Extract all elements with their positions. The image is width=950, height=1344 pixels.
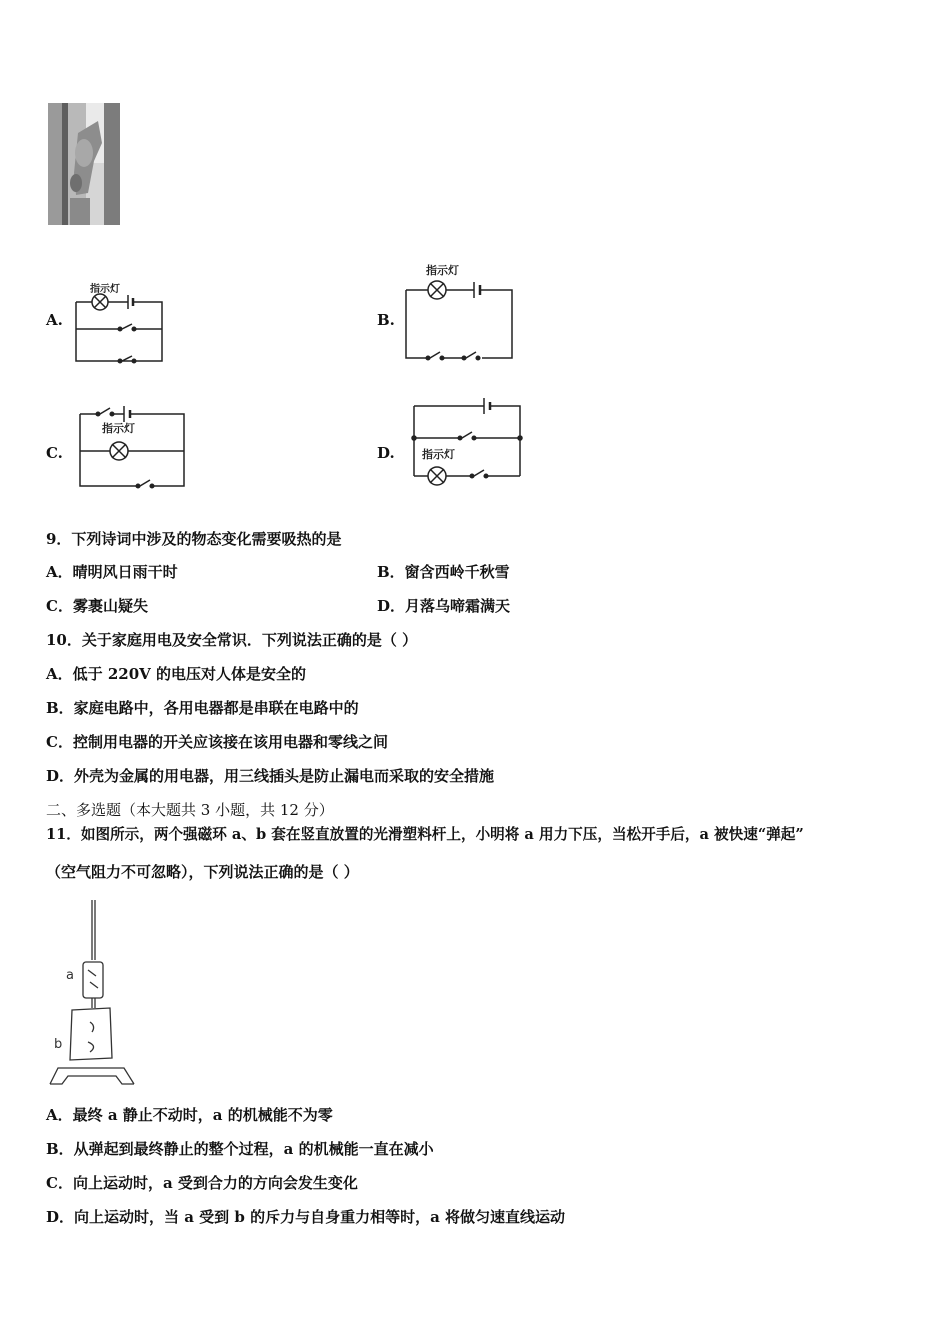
lamp-label: 指示灯 bbox=[426, 264, 459, 277]
q11-option-a: A．最终 a 静止不动时，a 的机械能不为零 bbox=[46, 1106, 333, 1124]
q10-option-b: B．家庭电路中，各用电器都是串联在电路中的 bbox=[46, 699, 359, 717]
q9-stem: 9．下列诗词中涉及的物态变化需要吸热的是 bbox=[46, 530, 342, 548]
option-a-label: A. bbox=[46, 311, 63, 329]
option-c-label: C. bbox=[46, 444, 63, 462]
circuit-diagram-d bbox=[406, 396, 528, 492]
section-heading: 二、多选题（本大题共 3 小题，共 12 分） bbox=[46, 801, 334, 819]
q9-option-b: B．窗含西岭千秋雪 bbox=[377, 563, 510, 581]
lamp-label: 指示灯 bbox=[422, 448, 455, 461]
q11-stem-line2: （空气阻力不可忽略），下列说法正确的是（ ） bbox=[46, 863, 359, 881]
magnet-rod-figure bbox=[44, 896, 140, 1088]
magnet-b-label: b bbox=[54, 1037, 63, 1052]
q10-option-c: C．控制用电器的开关应该接在该用电器和零线之间 bbox=[46, 733, 388, 751]
q10-stem: 10．关于家庭用电及安全常识．下列说法正确的是（ ） bbox=[46, 631, 418, 649]
q10-option-a: A．低于 220V 的电压对人体是安全的 bbox=[46, 665, 307, 683]
q10-option-d: D．外壳为金属的用电器，用三线插头是防止漏电而采取的安全措施 bbox=[46, 767, 495, 785]
q11-option-c: C．向上运动时，a 受到合力的方向会发生变化 bbox=[46, 1174, 358, 1192]
circuit-diagram-a bbox=[70, 280, 170, 368]
lamp-label: 指示灯 bbox=[90, 284, 120, 295]
magnet-a-label: a bbox=[66, 968, 74, 983]
q9-option-a: A．晴明风日雨干时 bbox=[46, 563, 178, 581]
option-d-label: D. bbox=[377, 444, 395, 462]
q9-option-d: D．月落乌啼霜满天 bbox=[377, 597, 511, 615]
q11-stem-line1: 11．如图所示，两个强磁环 a、b 套在竖直放置的光滑塑料杆上，小明将 a 用力下压，当松开手后，a 被快速“弹起” bbox=[46, 826, 804, 843]
q11-option-d: D．向上运动时，当 a 受到 b 的斥力与自身重力相等时，a 将做匀速直线运动 bbox=[46, 1208, 566, 1226]
circuit-diagram-b bbox=[400, 262, 520, 364]
q11-option-b: B．从弹起到最终静止的整个过程，a 的机械能一直在减小 bbox=[46, 1140, 434, 1158]
option-b-label: B. bbox=[377, 311, 395, 329]
lamp-label: 指示灯 bbox=[102, 422, 135, 435]
top-photo bbox=[48, 103, 120, 225]
circuit-diagram-c bbox=[74, 402, 190, 492]
q9-option-c: C．雾裹山疑失 bbox=[46, 597, 148, 615]
